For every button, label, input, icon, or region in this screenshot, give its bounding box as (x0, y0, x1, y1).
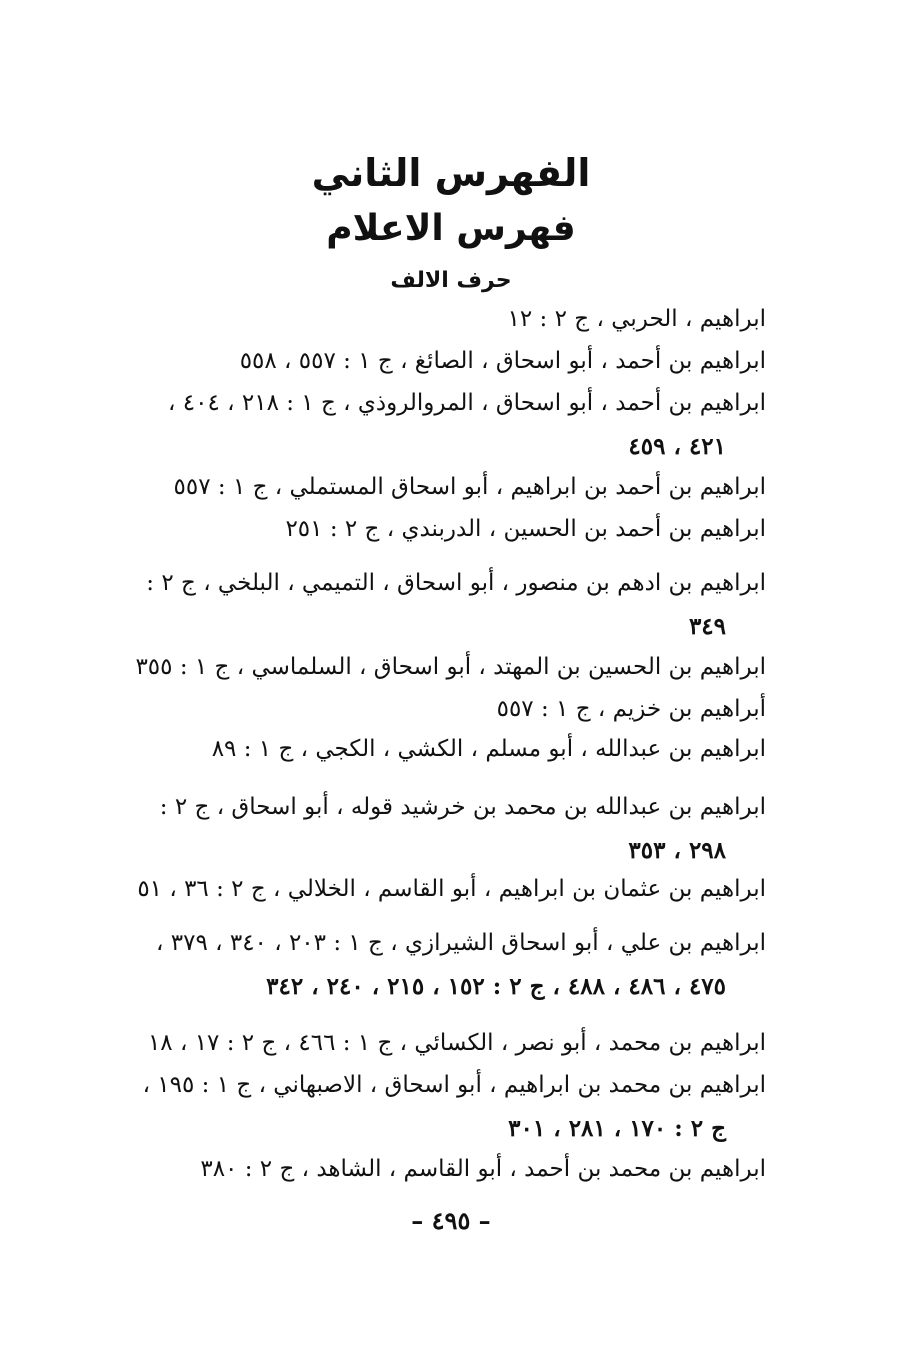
entry-text: ابراهيم بن الحسين بن المهتد ، أبو اسحاق ، السلماسي ، ج ١ : ٣٥٥ (135, 654, 766, 680)
entry-text: ابراهيم بن عبدالله بن محمد بن خرشيد قوله ، أبو اسحاق ، ج ٢ : (159, 794, 766, 820)
index-entry (126, 340, 766, 383)
index-entry (126, 382, 766, 468)
index-entry (126, 1148, 766, 1191)
entry-text: ابراهيم بن محمد ، أبو نصر ، الكسائي ، ج ١ : ٤٦٦ ، ج ٢ : ١٧ ، ١٨ (147, 1030, 766, 1056)
index-entry (126, 688, 766, 731)
entry-text: ابراهيم بن عثمان بن ابراهيم ، أبو القاسم ، الخلالي ، ج ٢ : ٣٦ ، ٥١ (137, 876, 766, 902)
index-entry (126, 646, 766, 689)
index-entry (126, 466, 766, 509)
entry-continuation: ج ٢ : ١٧٠ ، ٢٨١ ، ٣٠١ (508, 1115, 726, 1142)
index-entry (126, 562, 766, 648)
index-entry (126, 298, 766, 341)
entry-text: ابراهيم بن عبدالله ، أبو مسلم ، الكشي ، الكجي ، ج ١ : ٨٩ (211, 736, 766, 762)
entry-continuation: ٣٤٩ (688, 613, 726, 640)
entry-text: ابراهيم بن أحمد بن الحسين ، الدربندي ، ج ٢ : ٢٥١ (285, 516, 766, 542)
index-entry (126, 1064, 766, 1150)
entry-text: ابراهيم بن علي ، أبو اسحاق الشيرازي ، ج ١ : ٢٠٣ ، ٣٤٠ ، ٣٧٩ ، (156, 930, 766, 956)
entry-text: ابراهيم بن أحمد ، أبو اسحاق ، الصائغ ، ج ١ : ٥٥٧ ، ٥٥٨ (239, 348, 766, 374)
entry-text: ابراهيم بن أحمد بن ابراهيم ، أبو اسحاق المستملي ، ج ١ : ٥٥٧ (173, 474, 766, 500)
index-entry (126, 728, 766, 771)
entry-text: ابراهيم ، الحربي ، ج ٢ : ١٢ (507, 306, 766, 332)
section-heading: حرف الالف (390, 268, 512, 293)
index-subtitle: فهرس الاعلام (326, 208, 576, 249)
index-entry (126, 922, 766, 1008)
index-entry (126, 868, 766, 911)
entry-text: ابراهيم بن محمد بن ابراهيم ، أبو اسحاق ، الاصبهاني ، ج ١ : ١٩٥ ، (142, 1072, 766, 1098)
page-number: – ٤٩٥ – (411, 1206, 491, 1235)
index-entry (126, 786, 766, 872)
entry-text: ابراهيم بن أحمد ، أبو اسحاق ، المروالروذي ، ج ١ : ٢١٨ ، ٤٠٤ ، (168, 390, 766, 416)
entry-continuation: ٤٢١ ، ٤٥٩ (628, 433, 726, 460)
entry-continuation: ٤٧٥ ، ٤٨٦ ، ٤٨٨ ، ج ٢ : ١٥٢ ، ٢١٥ ، ٢٤٠ ، ٣٤٢ (266, 973, 726, 1000)
entry-text: ابراهيم بن ادهم بن منصور ، أبو اسحاق ، التميمي ، البلخي ، ج ٢ : (146, 570, 766, 596)
entry-text: ابراهيم بن محمد بن أحمد ، أبو القاسم ، الشاهد ، ج ٢ : ٣٨٠ (200, 1156, 766, 1182)
entry-text: أبراهيم بن خزيم ، ج ١ : ٥٥٧ (496, 696, 766, 722)
index-entry (126, 508, 766, 551)
index-entry (126, 1022, 766, 1065)
entry-continuation: ٢٩٨ ، ٣٥٣ (628, 837, 726, 864)
index-title: الفهرس الثاني (311, 151, 591, 195)
